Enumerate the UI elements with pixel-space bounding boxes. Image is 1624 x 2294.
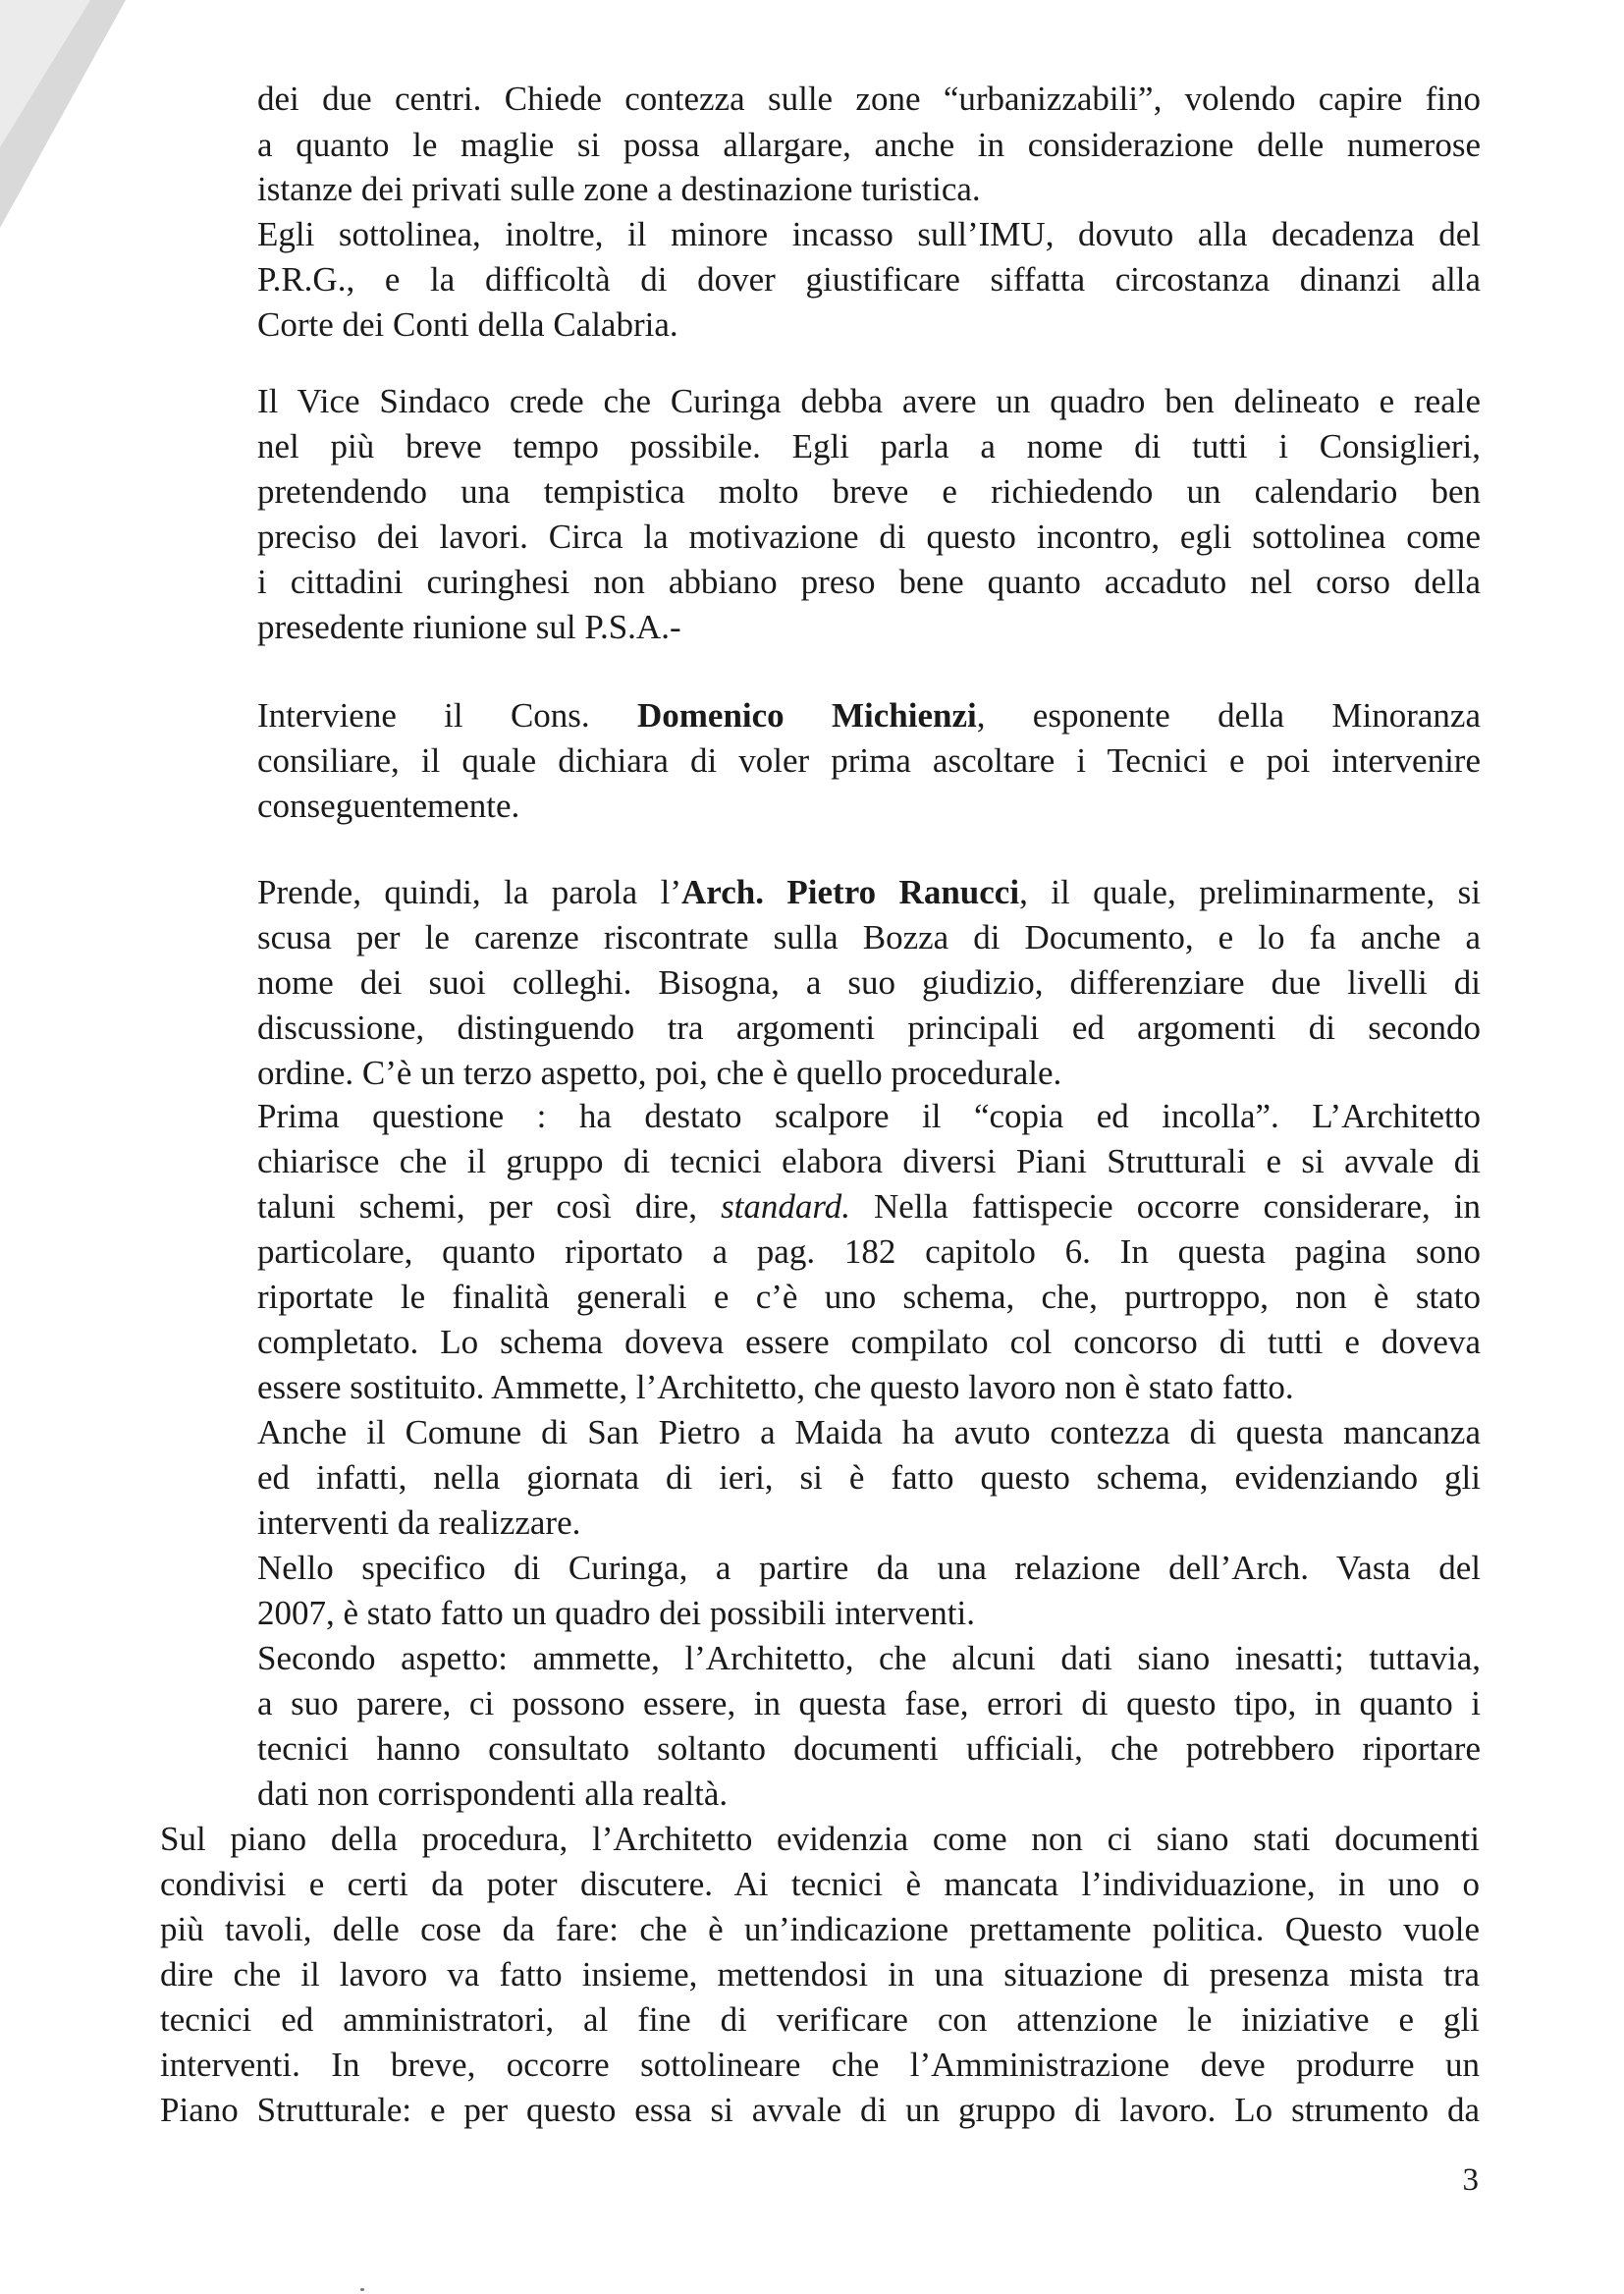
- text-line: P.R.G., e la difficoltà di dover giustificare siffatta circostanza dinanzi alla: [257, 260, 1481, 299]
- text-line: riportate le finalità generali e c’è uno schema, che, purtroppo, non è stato: [257, 1278, 1481, 1316]
- text-line: dire che il lavoro va fatto insieme, mettendosi in una situazione di presenza mista tra: [160, 1955, 1480, 1994]
- text-line: condivisi e certi da poter discutere. Ai tecnici è mancata l’individuazione, in uno o: [160, 1865, 1480, 1903]
- text-line: interventi. In breve, occorre sottolineare che l’Amministrazione deve produrre un: [160, 2046, 1480, 2084]
- text-line: preciso dei lavori. Circa la motivazione di questo incontro, egli sottolinea come: [257, 518, 1481, 556]
- text-line: a suo parere, ci possono essere, in questa fase, errori di questo tipo, in quanto i: [257, 1684, 1481, 1722]
- text-line: pretendendo una tempistica molto breve e richiedendo un calendario ben: [257, 472, 1481, 511]
- text-line: a quanto le maglie si possa allargare, anche in considerazione delle numerose: [257, 126, 1481, 164]
- text-line: tecnici ed amministratori, al fine di verificare con attenzione le iniziative e gli: [160, 2000, 1480, 2039]
- text-line: presedente riunione sul P.S.A.-: [257, 608, 681, 646]
- text-line: i cittadini curinghesi non abbiano preso bene quanto accaduto nel corso della: [257, 563, 1481, 601]
- text-line: Sul piano della procedura, l’Architetto evidenzia come non ci siano stati documenti: [160, 1820, 1480, 1858]
- text-line: ed infatti, nella giornata di ieri, si è fatto questo schema, evidenziando gli: [257, 1458, 1481, 1497]
- text-line: nome dei suoi colleghi. Bisogna, a suo giudizio, differenziare due livelli di: [257, 963, 1481, 1002]
- text-line: tecnici hanno consultato soltanto documenti ufficiali, che potrebbero riportare: [257, 1729, 1481, 1768]
- text-line: 2007, è stato fatto un quadro dei possibili interventi.: [257, 1594, 975, 1632]
- person-name: Arch. Pietro Ranucci: [681, 873, 1020, 911]
- text-line: particolare, quanto riportato a pag. 182 capitolo 6. In questa pagina sono: [257, 1232, 1481, 1271]
- text-line: Piano Strutturale: e per questo essa si avvale di un gruppo di lavoro. Lo strumento da: [160, 2091, 1480, 2129]
- text-line: completato. Lo schema doveva essere compilato col concorso di tutti e doveva: [257, 1323, 1481, 1361]
- text-line: Corte dei Conti della Calabria.: [257, 305, 678, 344]
- text-line: Egli sottolinea, inoltre, il minore incasso sull’IMU, dovuto alla decadenza del: [257, 215, 1481, 253]
- text-line: ordine. C’è un terzo aspetto, poi, che è quello procedurale.: [257, 1054, 1062, 1092]
- text-line: Prima questione : ha destato scalpore il “copia ed incolla”. L’Architetto: [257, 1097, 1481, 1135]
- text-line: Prende, quindi, la parola l’Arch. Pietro Ranucci, il quale, preliminarmente, si: [257, 873, 1481, 911]
- text-line: chiarisce che il gruppo di tecnici elabora diversi Piani Strutturali e si avvale di: [257, 1142, 1481, 1180]
- text-line: essere sostituito. Ammette, l’Architetto, che questo lavoro non è stato fatto.: [257, 1368, 1294, 1406]
- text-line: taluni schemi, per così dire, standard. Nella fattispecie occorre considerare, in: [257, 1187, 1481, 1226]
- text-line: Secondo aspetto: ammette, l’Architetto, che alcuni dati siano inesatti; tuttavia,: [257, 1639, 1481, 1677]
- text-line: discussione, distinguendo tra argomenti principali ed argomenti di secondo: [257, 1009, 1481, 1047]
- text-line: Nello specifico di Curinga, a partire da una relazione dell’Arch. Vasta del: [257, 1549, 1481, 1587]
- italic-term: standard.: [721, 1187, 850, 1226]
- text-line: nel più breve tempo possibile. Egli parla a nome di tutti i Consiglieri,: [257, 427, 1481, 465]
- text-line: consiliare, il quale dichiara di voler prima ascoltare i Tecnici e poi intervenire: [257, 741, 1481, 780]
- text-line: dati non corrispondenti alla realtà.: [257, 1775, 729, 1813]
- text-line: Interviene il Cons. Domenico Michienzi, esponente della Minoranza: [257, 696, 1481, 735]
- text-line: conseguentemente.: [257, 787, 520, 825]
- text-line: interventi da realizzare.: [257, 1503, 581, 1542]
- scan-speck: [360, 2288, 364, 2291]
- text-line: Anche il Comune di San Pietro a Maida ha avuto contezza di questa mancanza: [257, 1413, 1481, 1451]
- text-line: scusa per le carenze riscontrate sulla Bozza di Documento, e lo fa anche a: [257, 918, 1481, 956]
- text-line: dei due centri. Chiede contezza sulle zone “urbanizzabili”, volendo capire fino: [257, 80, 1481, 118]
- text-line: Il Vice Sindaco crede che Curinga debba avere un quadro ben delineato e reale: [257, 382, 1481, 420]
- text-line: istanze dei privati sulle zone a destinazione turistica.: [257, 170, 981, 208]
- person-name: Domenico Michienzi: [636, 696, 977, 735]
- text-line: più tavoli, delle cose da fare: che è un’indicazione prettamente politica. Questo vuole: [160, 1910, 1480, 1948]
- page-number: 3: [1462, 2162, 1479, 2198]
